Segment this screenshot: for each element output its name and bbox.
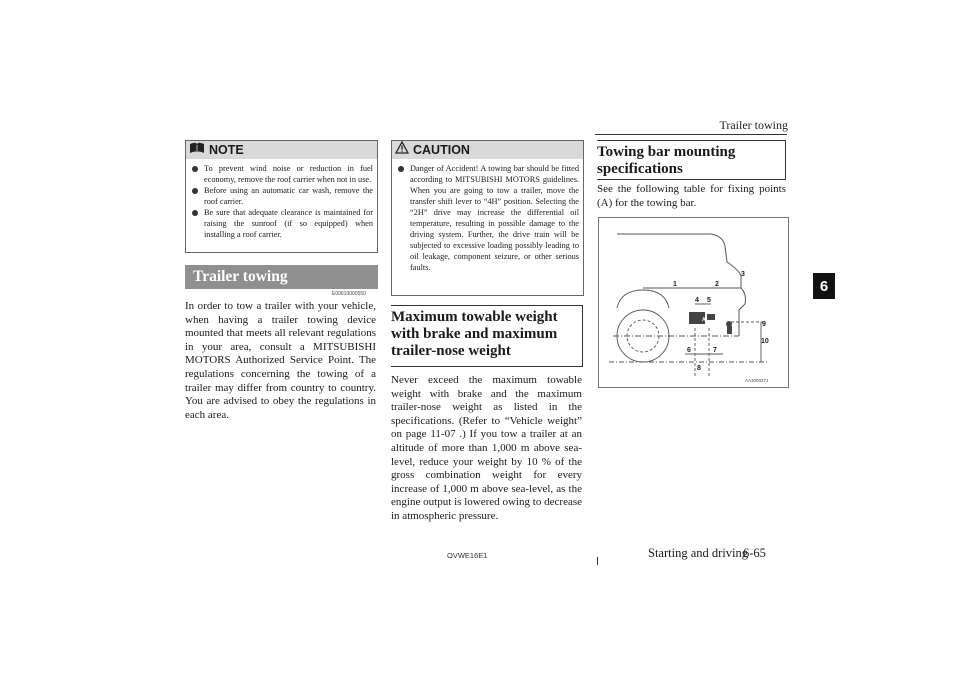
note-icon: [189, 141, 205, 159]
figure-code: AA3000271: [745, 378, 769, 383]
figure-label: 9: [762, 321, 766, 328]
note-item: To prevent wind noise or reduction in fuel economy, remove the roof carrier when not in use.: [192, 163, 373, 185]
running-header: Trailer towing: [719, 118, 788, 132]
header-rule: [595, 134, 787, 135]
figure-label: 1: [673, 281, 677, 288]
warning-triangle-icon: [395, 141, 409, 159]
bullet-icon: [398, 166, 404, 172]
section-title-trailer-towing: Trailer towing: [185, 265, 378, 289]
bullet-icon: [192, 210, 198, 216]
footer-rule: [597, 557, 598, 565]
section-title-max-weight: Maximum towable weight with brake and maximum trailer-nose weight: [391, 305, 583, 367]
figure-label: 3: [741, 271, 745, 278]
max-weight-body: Never exceed the maximum towable weight with brake and the maximum trailer-nose weight as listed in the specifications. (Refer to “Vehicle weight” on page 11-07 .) If you tow a trailer at an altitude of more than 1,000 m above sea-level, reduce your weight by 10 % of the gross combination weight for every increase of 1,000 m above sea-level, as the engine output is lowered owing to decrease in atmospheric pressure.: [391, 374, 582, 522]
note-item: Be sure that adequate clearance is maintained for raising the sunroof (if so equipped) when installing a roof carrier.: [192, 207, 373, 240]
figure-label: 4: [695, 297, 699, 304]
caution-list: [392, 159, 583, 273]
bullet-icon: [192, 166, 198, 172]
caution-box: [391, 140, 584, 296]
figure-label: 8: [697, 365, 701, 372]
note-item: Before using an automatic car wash, remove the roof carrier.: [192, 185, 373, 207]
figure-label: 5: [707, 297, 711, 304]
page-code: OVWE16E1: [447, 551, 488, 560]
page-number: 6-65: [743, 546, 766, 560]
figure-label: 7: [713, 347, 717, 354]
towing-bar-figure: [598, 217, 789, 388]
towing-bar-diagram: [599, 218, 788, 387]
section-code: E00610000550: [332, 291, 366, 297]
figure-label: 2: [715, 281, 719, 288]
figure-label: 10: [761, 338, 769, 345]
note-label: NOTE: [209, 143, 244, 157]
caution-header: [392, 141, 583, 159]
chapter-tab: 6: [813, 273, 835, 299]
note-list: [186, 159, 377, 240]
note-header: [186, 141, 377, 159]
trailer-towing-body: In order to tow a trailer with your vehicle, when having a trailer towing device mounted that meets all relevant regulations in your area, consult a MITSUBISHI MOTORS Authorized Service Point. The regulations concerning the towing of a trailer may differ from country to country. You are advised to obey the regulations in each area.: [185, 300, 376, 421]
caution-item: Danger of Accident! A towing bar should be fitted according to MITSUBISHI MOTORS guidelines. When you are going to tow a trailer, move the transfer shift lever to “4H” position. Selecting the “2H” drive may increase the differential oil temperature, resulting in possible damage to the driving system. Further, the drive train will be subjected to excessive loading possibly leading to oil leakage, component seizure, or other serious faults.: [398, 163, 579, 273]
bullet-icon: [192, 188, 198, 194]
note-box: [185, 140, 378, 253]
caution-label: CAUTION: [413, 143, 470, 157]
figure-label: 6: [687, 347, 691, 354]
towing-bar-body: See the following table for fixing points (A) for the towing bar.: [597, 183, 786, 209]
section-title-towing-bar: Towing bar mounting specifications: [597, 140, 786, 180]
figure-label: A: [702, 317, 706, 323]
footer-section-title: Starting and driving: [648, 546, 748, 560]
